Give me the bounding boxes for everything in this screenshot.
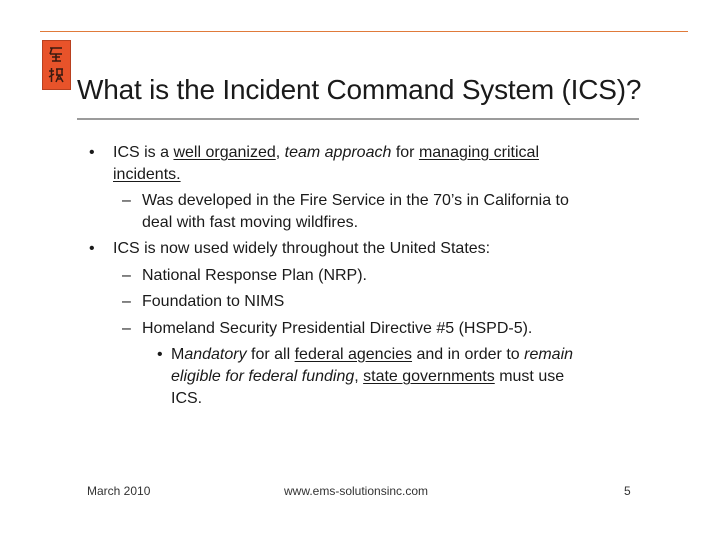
footer-date: March 2010 <box>87 484 151 498</box>
dash-marker: – <box>122 192 131 209</box>
top-divider <box>40 31 688 32</box>
kanji-logo <box>42 40 71 90</box>
footer-website: www.ems-solutionsinc.com <box>284 484 429 498</box>
bullet-marker: • <box>89 144 95 161</box>
sub-sub-bullet-mandatory-line2: eligible for federal funding, state governments must use <box>171 368 565 385</box>
kanji-glyph-icon <box>47 45 65 63</box>
title-underline <box>77 118 639 120</box>
sub-bullet-hspd5: Homeland Security Presidential Directive #5 (HSPD-5). <box>142 320 533 337</box>
sub-bullet-nims: Foundation to NIMS <box>142 293 285 310</box>
bullet-ics-definition: ICS is a well organized, team approach for managing critical <box>113 144 539 161</box>
sub-sub-bullet-mandatory: Mandatory for all federal agencies and in order to remain <box>171 346 574 363</box>
dash-marker: – <box>122 267 131 284</box>
dash-marker: – <box>122 320 131 337</box>
sub-bullet-fire-service-line2: deal with fast moving wildfires. <box>142 214 359 231</box>
bullet-marker: • <box>157 346 163 363</box>
sub-bullet-fire-service: Was developed in the Fire Service in the 70’s in California to <box>142 192 569 209</box>
kanji-glyph-icon <box>47 66 65 84</box>
sub-sub-bullet-mandatory-line3: ICS. <box>171 390 203 407</box>
bullet-ics-usage: ICS is now used widely throughout the United States: <box>113 240 491 257</box>
footer-page-number: 5 <box>624 484 631 498</box>
slide-title: What is the Incident Command System (ICS)? <box>77 74 642 105</box>
dash-marker: – <box>122 293 131 310</box>
bullet-ics-definition-line2: incidents. <box>113 166 181 183</box>
sub-bullet-nrp: National Response Plan (NRP). <box>142 267 367 284</box>
bullet-marker: • <box>89 240 95 257</box>
